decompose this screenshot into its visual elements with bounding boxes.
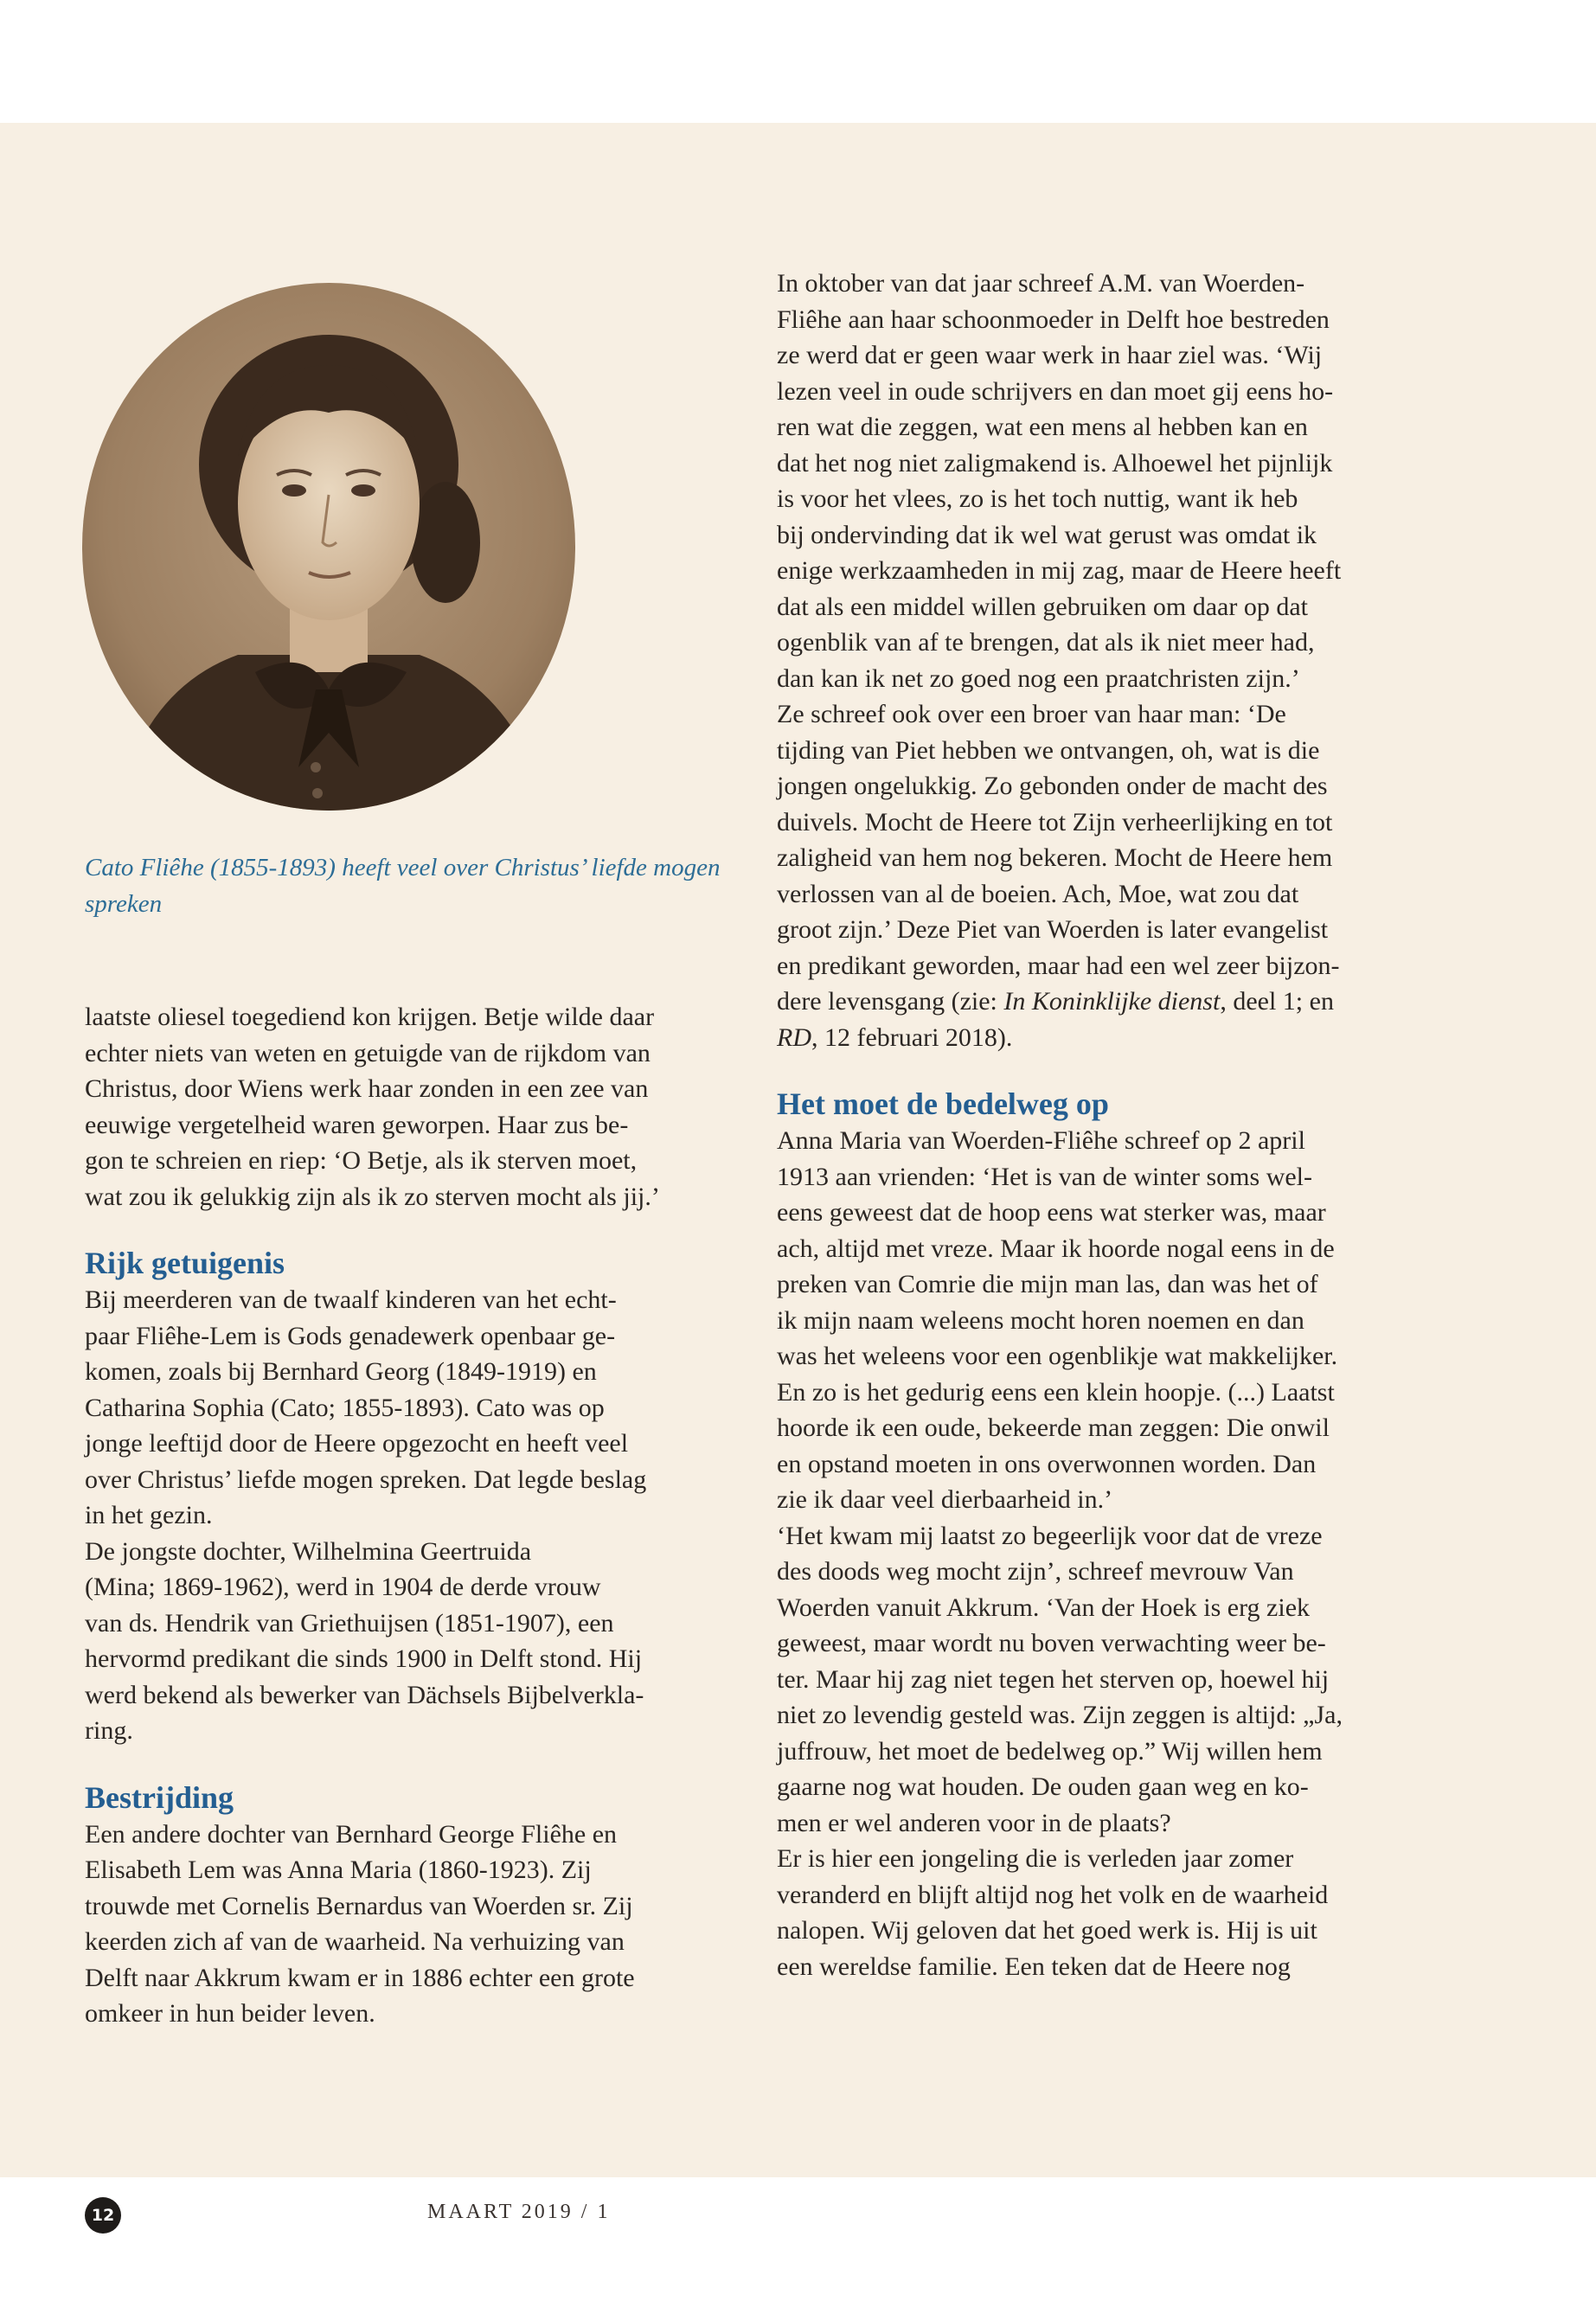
text-line: Elisabeth Lem was Anna Maria (1860-1923). Zij <box>85 1856 592 1884</box>
text-fragment: dere levensgang (zie: <box>777 987 1004 1016</box>
text-line: groot zijn.’ Deze Piet van Woerden is later evangelist <box>777 915 1329 944</box>
text-line: eens geweest dat de hoop eens wat sterker was, maar <box>777 1198 1326 1227</box>
text-line: des doods weg mocht zijn’, schreef mevrouw Van <box>777 1557 1294 1586</box>
section-heading: Rijk getuigenis <box>85 1246 285 1280</box>
text-line: geweest, maar wordt nu boven verwachting weer be- <box>777 1629 1326 1657</box>
text-line-references <box>777 984 1434 1020</box>
text-line: Er is hier een jongeling die is verleden jaar zomer <box>777 1844 1294 1873</box>
text-line: hervormd predikant die sinds 1900 in Delft stond. Hij <box>85 1644 643 1673</box>
text-fragment: , 12 februari 2018). <box>811 1022 1013 1052</box>
text-line: eeuwige vergetelheid waren geworpen. Haar zus be- <box>85 1110 629 1139</box>
text-line: jongen ongelukkig. Zo gebonden onder de macht des <box>777 772 1328 800</box>
text-line: Christus, door Wiens werk haar zonden in een zee van <box>85 1074 649 1103</box>
text-line: lezen veel in oude schrijvers en dan moet gij eens ho- <box>777 376 1334 406</box>
newspaper-reference: RD <box>777 1022 811 1052</box>
section-heading: Bestrijding <box>85 1779 234 1815</box>
text-line: tijding van Piet hebben we ontvangen, oh, wat is die <box>777 735 1320 765</box>
text-line: ze werd dat er geen waar werk in haar ziel was. ‘Wij <box>777 341 1323 369</box>
text-line: dan kan ik net zo goed nog een praatchristen zijn.’ <box>777 663 1300 693</box>
text-line: in het gezin. <box>85 1501 213 1529</box>
text-line: gon te schreien en riep: ‘O Betje, als ik sterven moet, <box>85 1146 638 1175</box>
text-line: duivels. Mocht de Heere tot Zijn verheerlijking en tot <box>777 807 1333 836</box>
text-line: hoorde ik een oude, bekeerde man zeggen: Die onwil <box>777 1413 1330 1442</box>
text-line: laatste oliesel toegediend kon krijgen. Betje wilde daar <box>85 1003 655 1031</box>
text-line: zaligheid van hem nog bekeren. Mocht de Heere hem <box>777 843 1333 872</box>
text-line: jonge leeftijd door de Heere opgezocht en heeft veel <box>85 1429 629 1458</box>
right-column <box>777 266 1434 1984</box>
text-line: verlossen van al de boeien. Ach, Moe, wat zou dat <box>777 879 1299 908</box>
text-line: dat het nog niet zaligmakend is. Alhoewel het pijnlijk <box>777 448 1333 478</box>
text-line: ren wat die zeggen, wat een mens al hebben kan en <box>777 413 1308 441</box>
text-line: Een andere dochter van Bernhard George Fliêhe en <box>85 1819 618 1849</box>
text-line: bij ondervinding dat ik wel wat gerust was omdat ik <box>777 520 1317 549</box>
text-line-references <box>777 1020 1434 1056</box>
text-line: 1913 aan vrienden: ‘Het is van de winter soms wel- <box>777 1162 1312 1191</box>
text-line: en predikant geworden, maar had een wel zeer bijzon- <box>777 951 1340 980</box>
text-line: Delft naar Akkrum kwam er in 1886 echter een grote <box>85 1963 635 1992</box>
portrait-illustration <box>82 283 575 811</box>
text-line: over Christus’ liefde mogen spreken. Dat legde beslag <box>85 1465 647 1494</box>
page-footer <box>85 2197 777 2232</box>
text-line: ogenblik van af te brengen, dat als ik niet meer had, <box>777 628 1315 657</box>
text-line: ik mijn naam weleens mocht horen noemen en dan <box>777 1305 1304 1335</box>
text-line: ter. Maar hij zag niet tegen het sterven op, hoewel hij <box>777 1664 1330 1694</box>
text-line: en opstand moeten in ons overwonnen worden. Dan <box>777 1449 1317 1478</box>
text-line: werd bekend als bewerker van Dächsels Bijbelverkla- <box>85 1680 644 1709</box>
text-line: Woerden vanuit Akkrum. ‘Van der Hoek is erg ziek <box>777 1593 1311 1622</box>
text-line: Bij meerderen van de twaalf kinderen van het echt- <box>85 1285 617 1314</box>
text-line: En zo is het gedurig eens een klein hoopje. (...) Laatst <box>777 1377 1335 1407</box>
text-line: van ds. Hendrik van Griethuijsen (1851-1907), een <box>85 1608 614 1638</box>
text-line: enige werkzaamheden in mij zag, maar de Heere heeft <box>777 556 1342 585</box>
text-line: Anna Maria van Woerden-Fliêhe schreef op 2 april <box>777 1126 1305 1155</box>
text-line: is voor het vlees, zo is het toch nuttig, want ik heb <box>777 484 1298 513</box>
page-number-badge: 12 <box>85 2197 121 2234</box>
text-line: preken van Comrie die mijn man las, dan was het of <box>777 1270 1318 1298</box>
issue-label: MAART 2019 / 1 <box>427 2201 611 2223</box>
text-line: gaarne nog wat houden. De ouden gaan weg en ko- <box>777 1772 1309 1801</box>
text-line: De jongste dochter, Wilhelmina Geertruida <box>85 1536 532 1566</box>
text-line: was het weleens voor een ogenblikje wat makkelijker. <box>777 1342 1338 1370</box>
text-line: Ze schreef ook over een broer van haar man: ‘De <box>777 700 1286 728</box>
text-line: Fliêhe aan haar schoonmoeder in Delft hoe bestreden <box>777 304 1330 334</box>
magazine-page <box>0 123 1596 2225</box>
left-column <box>85 999 742 2032</box>
portrait-photo <box>82 283 575 811</box>
text-line: zie ik daar veel dierbaarheid in.’ <box>777 1485 1113 1514</box>
text-line: keerden zich af van de waarheid. Na verhuizing van <box>85 1927 625 1956</box>
text-line: paar Fliêhe-Lem is Gods genadewerk openbaar ge- <box>85 1321 616 1350</box>
text-line: veranderd en blijft altijd nog het volk en de waarheid <box>777 1880 1329 1909</box>
text-line: In oktober van dat jaar schreef A.M. van Woerden- <box>777 269 1305 298</box>
text-line: een wereldse familie. Een teken dat de Heere nog <box>777 1952 1291 1981</box>
photo-caption: Cato Fliêhe (1855-1893) heeft veel over Christus’ liefde mogen spreken <box>85 854 721 918</box>
text-line: echter niets van weten en getuigde van de rijkdom van <box>85 1038 651 1067</box>
section-heading: Het moet de bedelweg op <box>777 1086 1109 1121</box>
text-line: nalopen. Wij geloven dat het goed werk is. Hij is uit <box>777 1916 1317 1945</box>
book-reference: In Koninklijke dienst <box>1003 987 1221 1016</box>
text-line: wat zou ik gelukkig zijn als ik zo sterven mocht als jij.’ <box>85 1182 660 1211</box>
text-line: Catharina Sophia (Cato; 1855-1893). Cato was op <box>85 1393 605 1422</box>
text-line: niet zo levendig gesteld was. Zijn zeggen is altijd: „Ja, <box>777 1701 1343 1729</box>
text-line: trouwde met Cornelis Bernardus van Woerden sr. Zij <box>85 1891 633 1920</box>
text-line: men er wel anderen voor in de plaats? <box>777 1808 1171 1837</box>
text-line: ach, altijd met vreze. Maar ik hoorde nogal eens in de <box>777 1234 1335 1263</box>
text-line: dat als een middel willen gebruiken om daar op dat <box>777 592 1308 621</box>
text-line: juffrouw, het moet de bedelweg op.” Wij willen hem <box>777 1736 1323 1766</box>
text-line: komen, zoals bij Bernhard Georg (1849-1919) en <box>85 1357 597 1386</box>
text-line: ‘Het kwam mij laatst zo begeerlijk voor dat de vreze <box>777 1521 1323 1550</box>
text-line: omkeer in hun beider leven. <box>85 1999 375 2028</box>
text-fragment: , deel 1; en <box>1220 987 1334 1016</box>
text-line: ring. <box>85 1716 133 1745</box>
text-line: (Mina; 1869-1962), werd in 1904 de derde vrouw <box>85 1573 601 1601</box>
